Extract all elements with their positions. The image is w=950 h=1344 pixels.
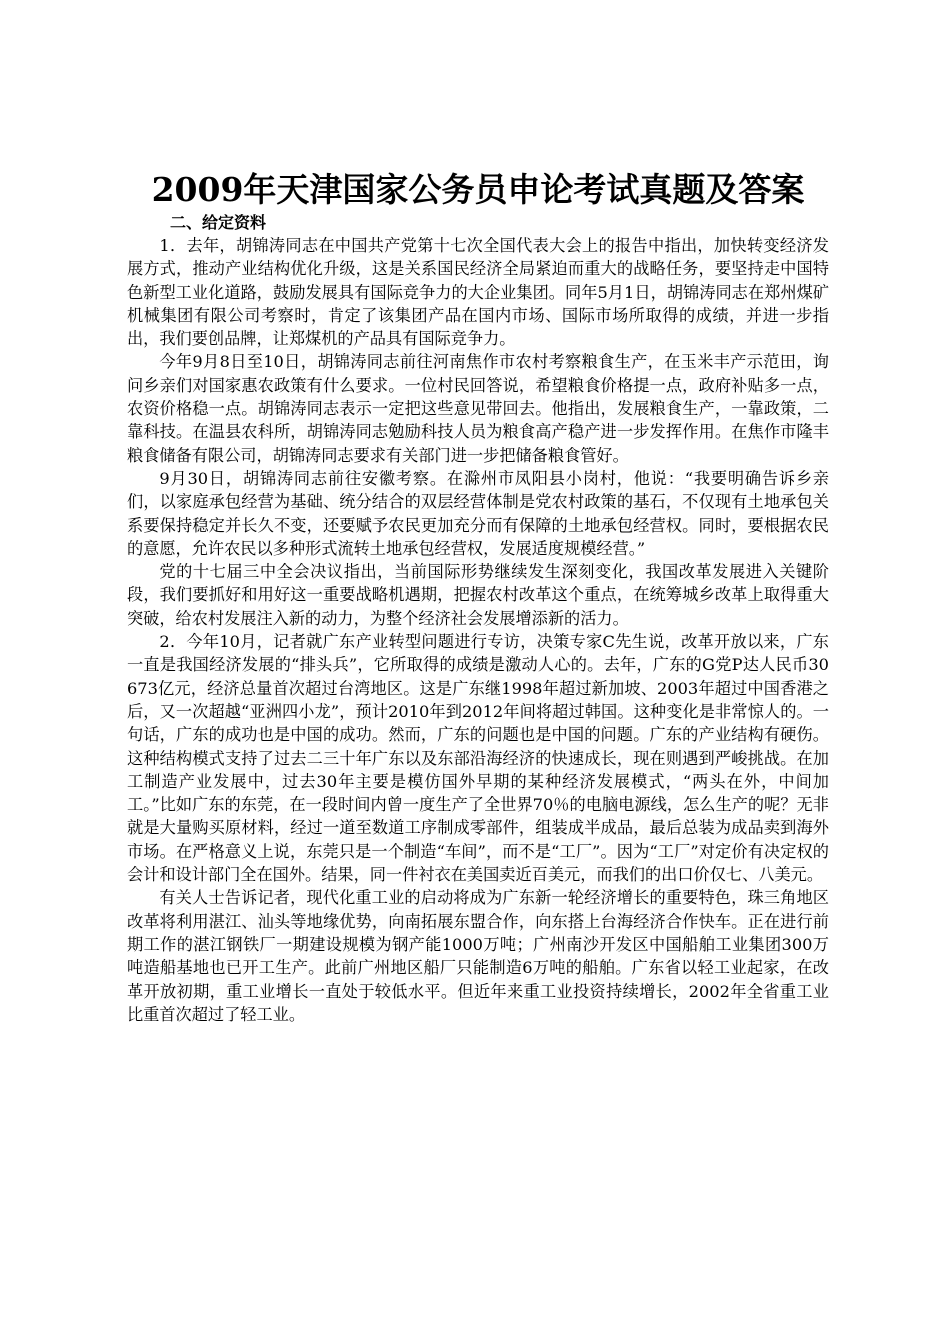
paragraph-1: 1．去年，胡锦涛同志在中国共产党第十七次全国代表大会上的报告中指出，加快转变经济发展方式，推动产业结构优化升级，这是关系国民经济全局紧迫而重大的战略任务，要坚持走中国特色新型工业化道路，鼓励发展具有国际竞争力的大企业集团。同年5月1日，胡锦涛同志在郑州煤矿机械集团有限公司考察时，肯定了该集团产品在国内市场、国际市场所取得的成绩，并进一步指出，我们要创品牌，让郑煤机的产品具有国际竞争力。	[127, 236, 829, 349]
paragraph-2: 今年9月8日至10日，胡锦涛同志前往河南焦作市农村考察粮食生产，在玉米丰产示范田，询问乡亲们对国家惠农政策有什么要求。一位村民回答说，希望粮食价格提一点，政府补贴多一点，农资价格稳一点。胡锦涛同志表示一定把这些意见带回去。他指出，发展粮食生产，一靠政策，二靠科技。在温县农科所，胡锦涛同志勉励科技人员为粮食高产稳产进一步发挥作用。在焦作市隆丰粮食储备有限公司，胡锦涛同志要求有关部门进一步把储备粮食管好。	[127, 352, 829, 465]
paragraph-5: 2．今年10月，记者就广东产业转型问题进行专访，决策专家C先生说，改革开放以来，广东一直是我国经济发展的“排头兵”，它所取得的成绩是激动人心的。去年，广东的G党P达人民币30673亿元，经济总量首次超过台湾地区。这是广东继1998年超过新加坡、2003年超过中国香港之后，又一次超越“亚洲四小龙”，预计2010年到2012年间将超过韩国。这种变化是非常惊人的。一句话，广东的成功也是中国的成功。然而，广东的问题也是中国的问题。广东的产业结构有硬伤。这种结构模式支持了过去二三十年广东以及东部沿海经济的快速成长，现在则遇到严峻挑战。在加工制造产业发展中，过去30年主要是模仿国外早期的某种经济发展模式，“两头在外，中间加工。”比如广东的东莞，在一段时间内曾一度生产了全世界70％的电脑电源线，怎么生产的呢？无非就是大量购买原材料，经过一道至数道工序制成零部件，组装成半成品，最后总装为成品卖到海外市场。在严格意义上说，东莞只是一个制造“车间”，而不是“工厂”。因为“工厂”对定价有决定权的会计和设计部门全在国外。结果，同一件衬衣在美国卖近百美元，而我们的出口价仅七、八美元。	[127, 632, 829, 885]
paragraph-6: 有关人士告诉记者，现代化重工业的启动将成为广东新一轮经济增长的重要特色，珠三角地区改革将利用湛江、汕头等地缘优势，向南拓展东盟合作，向东搭上台海经济合作快车。正在进行前期工作的湛江钢铁厂一期建设规模为钢产能1000万吨；广州南沙开发区中国船舶工业集团300万吨造船基地也已开工生产。此前广州地区船厂只能制造6万吨的船舶。广东省以轻工业起家，在改革开放初期，重工业增长一直处于较低水平。但近年来重工业投资持续增长，2002年全省重工业比重首次超过了轻工业。	[127, 888, 829, 1024]
section-heading: 二、给定资料	[170, 213, 267, 232]
document-title: 2009年天津国家公务员申论考试真题及答案	[151, 170, 805, 209]
document-body	[127, 234, 829, 1026]
paragraph-4: 党的十七届三中全会决议指出，当前国际形势继续发生深刻变化，我国改革发展进入关键阶段，我们要抓好和用好这一重要战略机遇期，把握农村改革这个重点，在统筹城乡改革上取得重大突破，给农村发展注入新的动力，为整个经济社会发展增添新的活力。	[127, 562, 829, 628]
paragraph-3: 9月30日，胡锦涛同志前往安徽考察。在滁州市凤阳县小岗村，他说：“我要明确告诉乡亲们，以家庭承包经营为基础、统分结合的双层经营体制是党农村政策的基石，不仅现有土地承包关系要保持稳定并长久不变，还要赋予农民更加充分而有保障的土地承包经营权。同时，要根据农民的意愿，允许农民以多种形式流转土地承包经营权，发展适度规模经营。”	[127, 468, 829, 558]
